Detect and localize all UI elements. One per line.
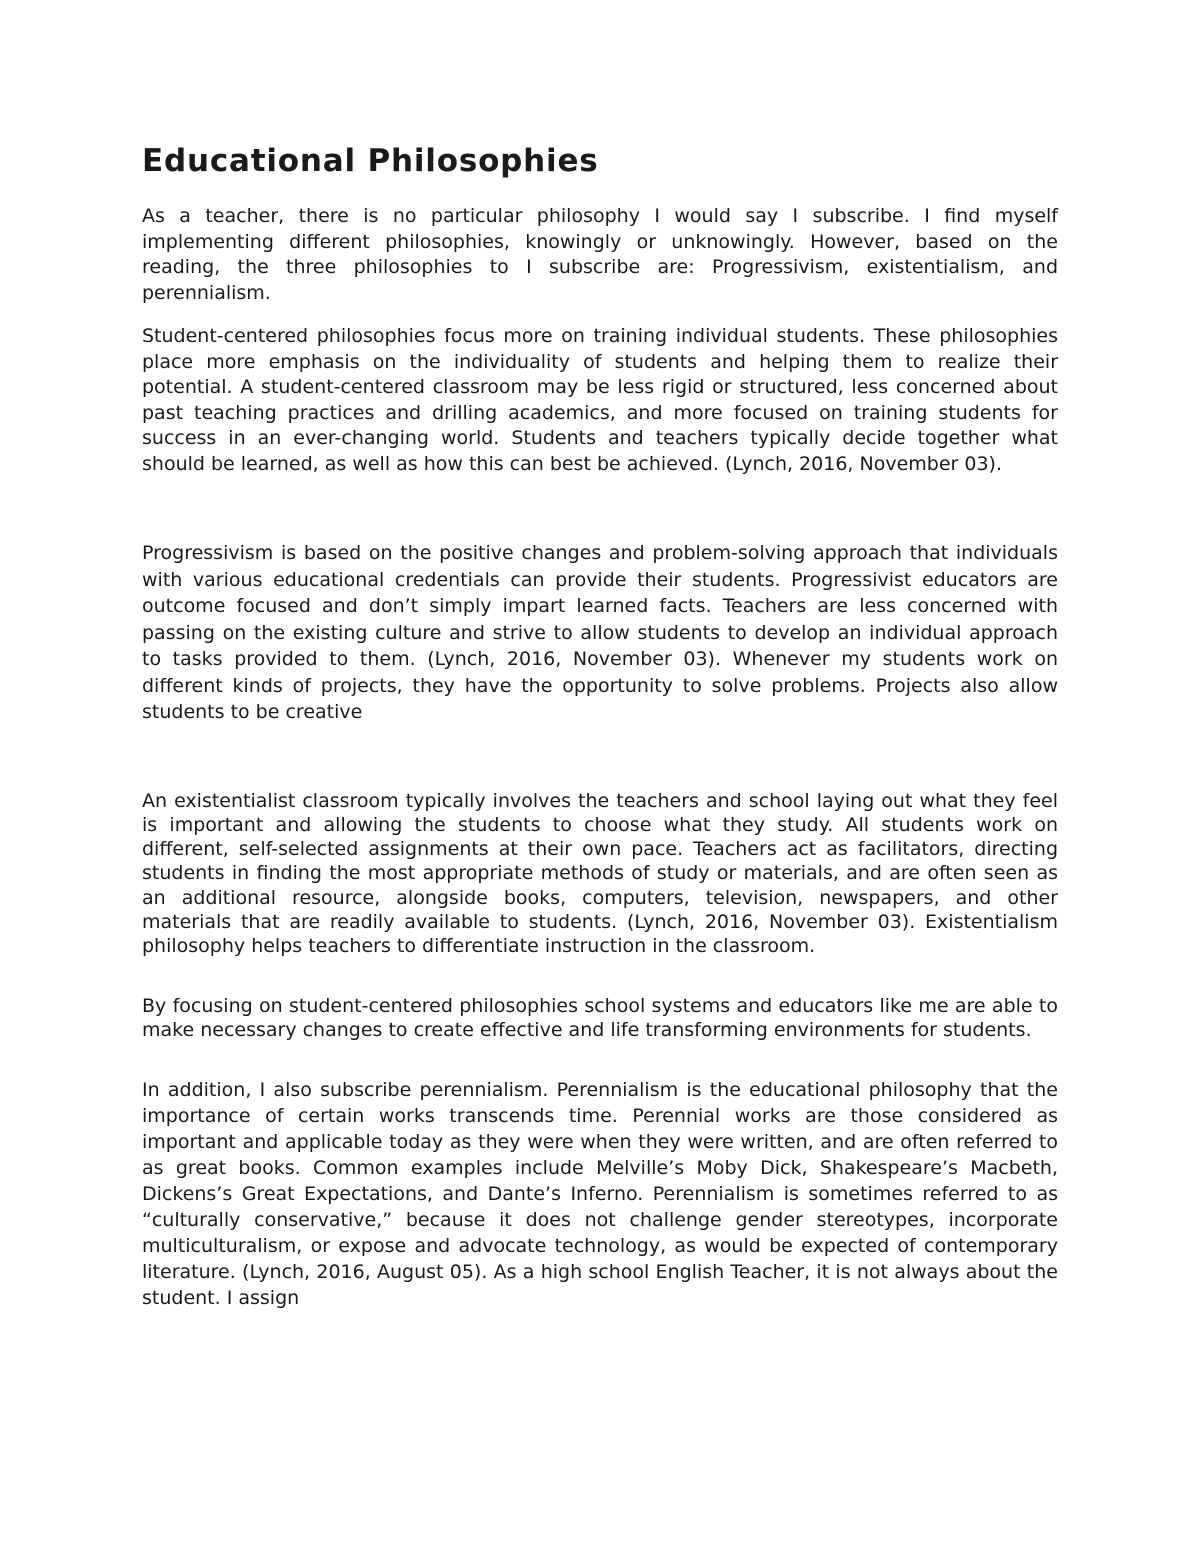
paragraph-intro: As a teacher, there is no particular philosophy I would say I subscribe. I find myself implementing different philosophies, knowingly or unknowingly. However, based on the reading, the three philosophies to I subscribe are: Progressivism, existentialism, and perennialism. [142,205,1058,304]
paragraph-existentialism: An existentialist classroom typically involves the teachers and school laying out what they feel is important and allowing the students to choose what they study. All students work on different, self-selected assignments at their own pace. Teachers act as facilitators, directing students in finding the most appropriate methods of study or materials, and are often seen as an additional resource, alongside books, computers, television, newspapers, and other materials that are readily available to students. (Lynch, 2016, November 03). Existentialism philosophy helps teachers to differentiate instruction in the classroom. [142,789,1058,958]
paragraph-progressivism: Progressivism is based on the positive changes and problem-solving approach that individuals with various educational credentials can provide their students. Progressivist educators are outcome focused and don’t simply impart learned facts. Teachers are less concerned with passing on the existing culture and strive to allow students to develop an individual approach to tasks provided to them. (Lynch, 2016, November 03). Whenever my students work on different kinds of projects, they have the opportunity to solve problems. Projects also allow students to be creative [142,542,1058,723]
paragraph-perennialism: In addition, I also subscribe perennialism. Perennialism is the educational philosophy that the importance of certain works transcends time. Perennial works are those considered as important and applicable today as they were when they were written, and are often referred to as great books. Common examples include Melville’s Moby Dick, Shakespeare’s Macbeth, Dickens’s Great Expectations, and Dante’s Inferno. Perennialism is sometimes referred to as “culturally conservative,” because it does not challenge gender stereotypes, incorporate multiculturalism, or expose and advocate technology, as would be expected of contemporary literature. (Lynch, 2016, August 05). As a high school English Teacher, it is not always about the student. I assign [142,1079,1058,1310]
paragraph-student-centered: Student-centered philosophies focus more on training individual students. These philosophies place more emphasis on the individuality of students and helping them to realize their potential. A student-centered classroom may be less rigid or structured, less concerned about past teaching practices and drilling academics, and more focused on training students for success in an ever-changing world. Students and teachers typically decide together what should be learned, as well as how this can best be achieved. (Lynch, 2016, November 03). [142,325,1058,475]
document-page [142,138,1058,1311]
paragraph-conclusion: By focusing on student-centered philosophies school systems and educators like me are able to make necessary changes to create effective and life transforming environments for students. [142,994,1058,1041]
document-title: Educational Philosophies [142,143,599,179]
